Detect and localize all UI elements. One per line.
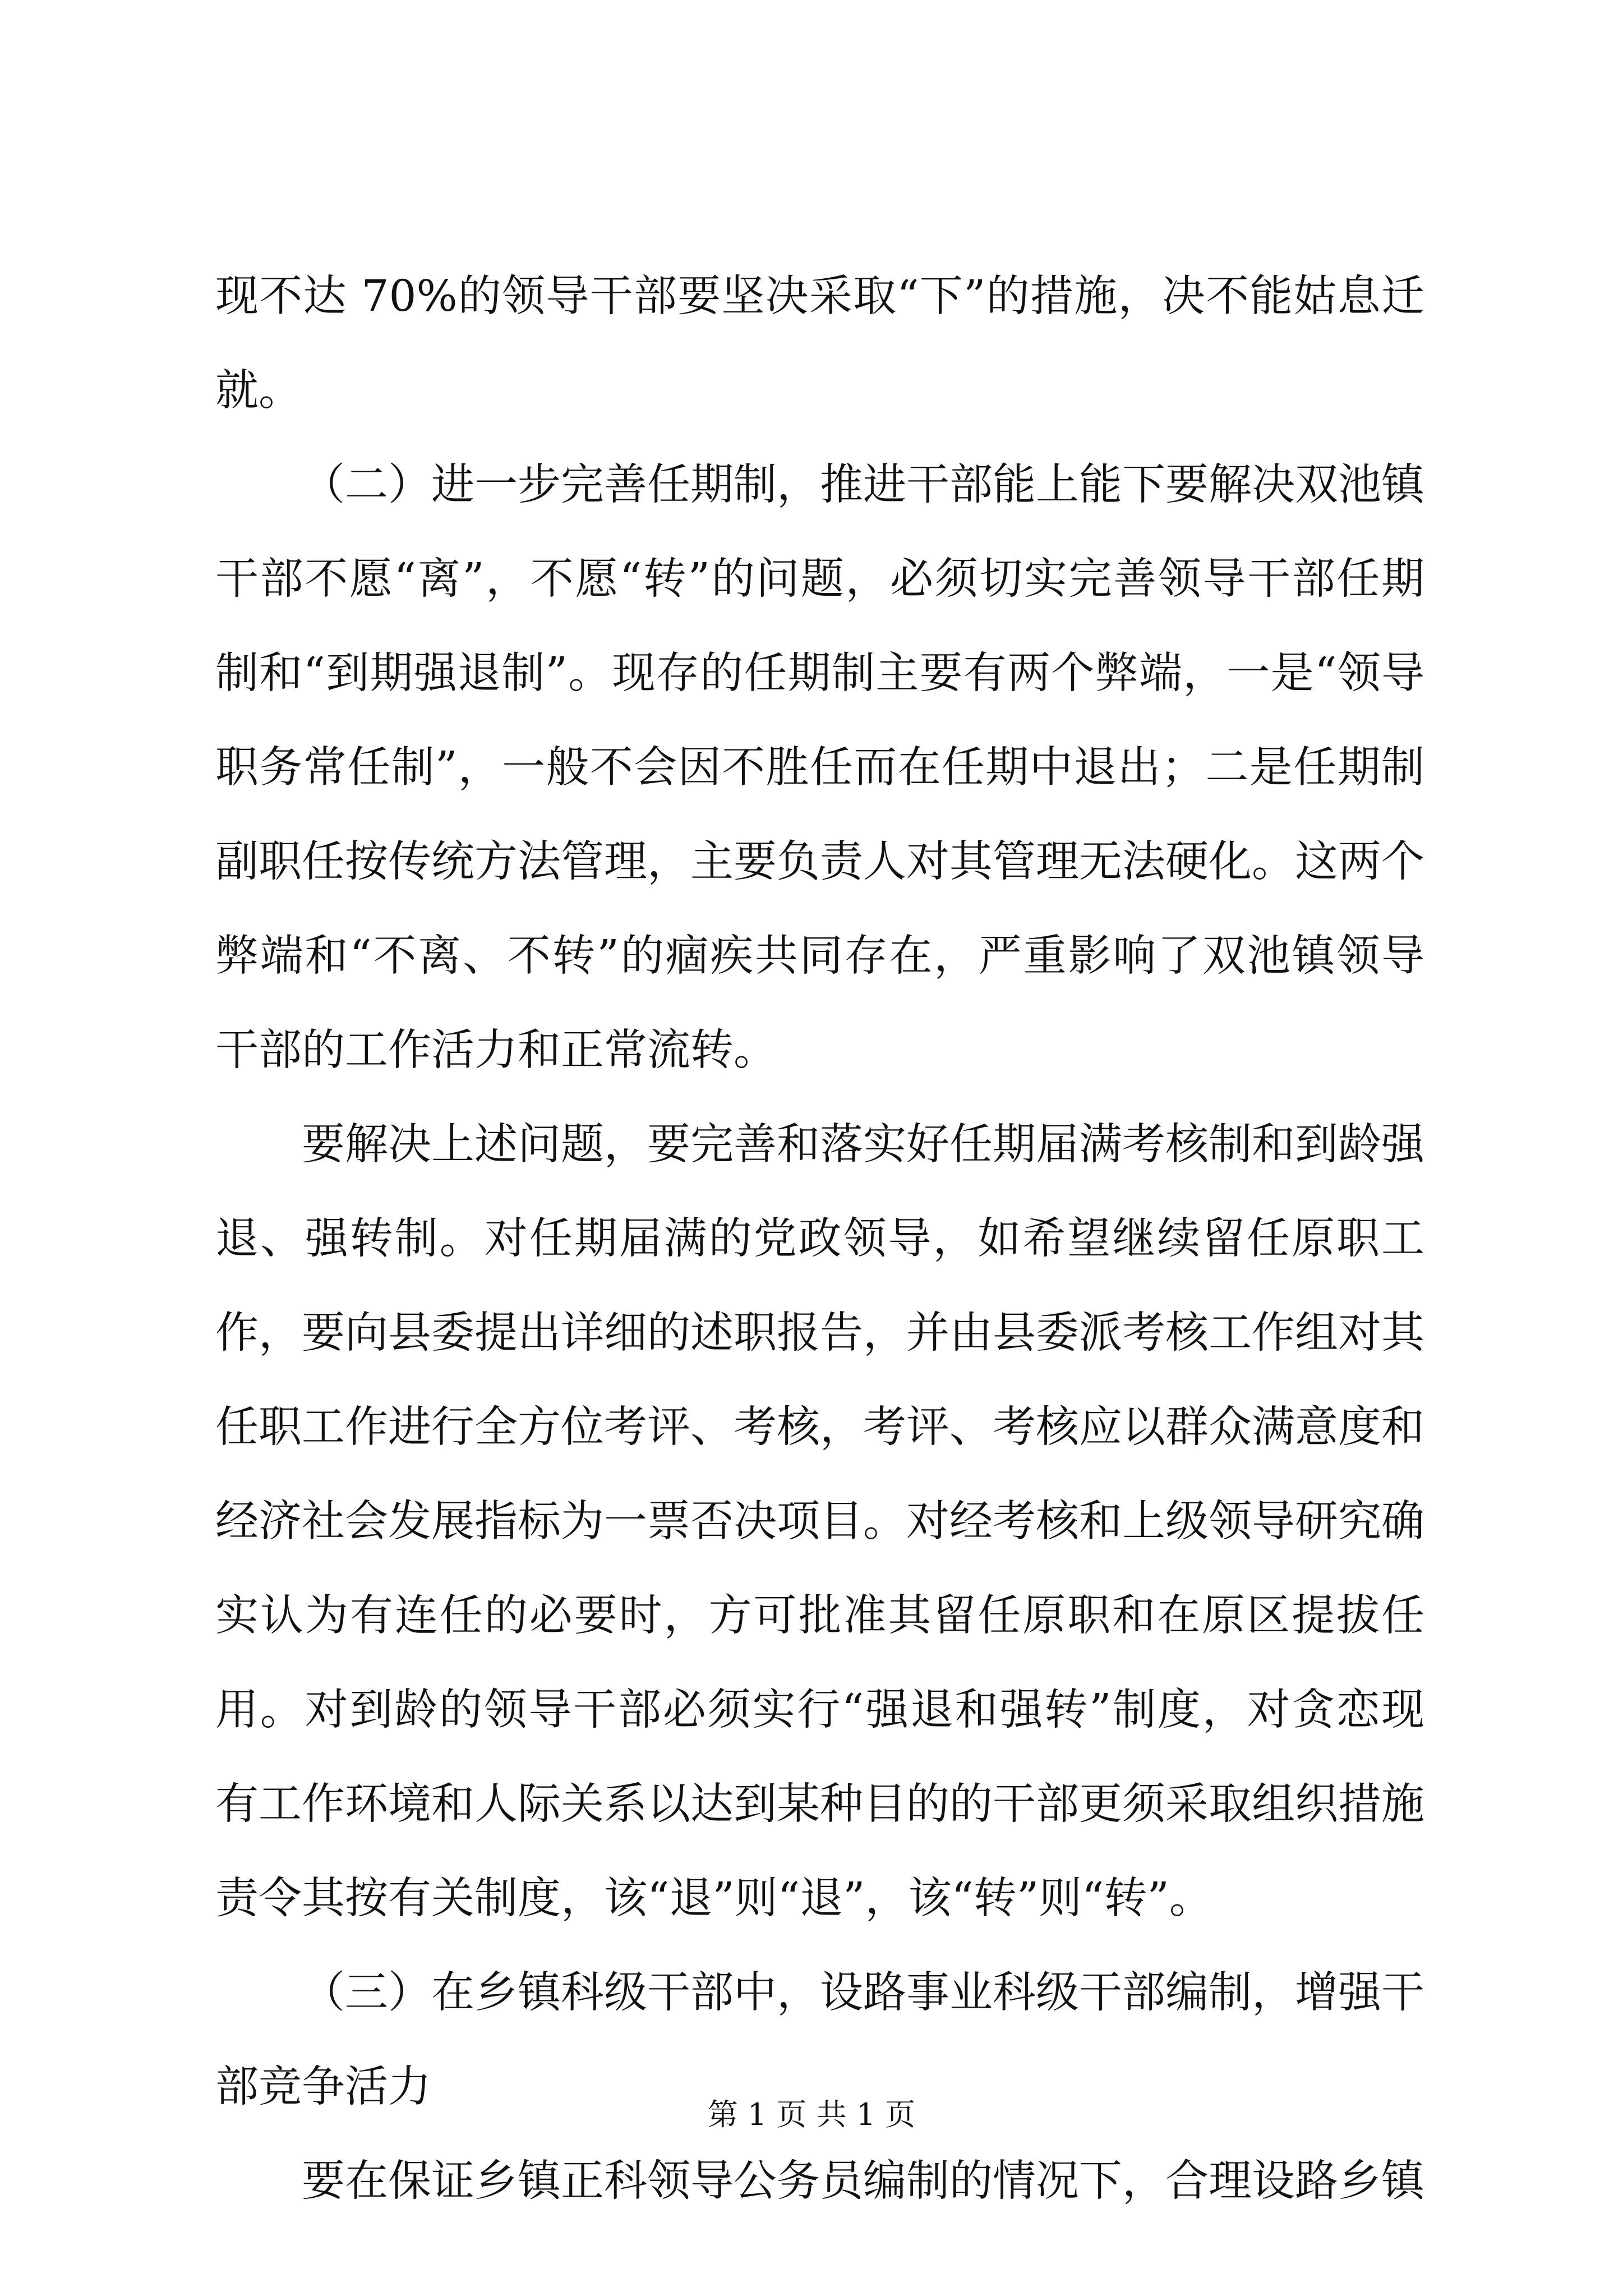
paragraph-section-three-heading: （三）在乡镇科级干部中，设路事业科级干部编制，增强干部竞争活力 — [215, 1968, 1424, 2112]
page-number-footer: 第 1 页 共 1 页 — [707, 2097, 916, 2132]
paragraph-solution: 要解决上述问题，要完善和落实好任期届满考核制和到龄强退、强转制。对任期届满的党政领导，如希望继续留任原职工作，要向县委提出详细的述职报告，并由县委派考核工作组对其任职工作进行全方位考评、考核，考评、考核应以群众满意度和经济社会发展指标为一票否决项目。对经考核和上级领导研究确实认为有连任的必要时，方可批准其留任原职和在原区提拔任用。对到龄的领导干部必须实行“强退和强转”制度，对贪恋现有工作环境和人际关系以达到某种目的的干部更须采取组织措施责令其按有关制度，该“退”则“退”，该“转”则“转”。 — [215, 1120, 1424, 1924]
document-body — [215, 250, 1424, 2229]
paragraph-section-two-heading: （二）进一步完善任期制，推进干部能上能下要解决双池镇干部不愿“离”，不愿“转”的问题，必须切实完善领导干部任期制和“到期强退制”。现存的任期制主要有两个弊端，一是“领导职务常任制”，一般不会因不胜任而在任期中退出；二是任期制副职任按传统方法管理，主要负责人对其管理无法硬化。这两个弊端和“不离、不转”的痼疾共同存在，严重影响了双池镇领导干部的工作活力和正常流转。 — [215, 460, 1424, 1075]
paragraph-continuation: 现不达 70%的领导干部要坚决采取“下”的措施，决不能姑息迁就。 — [215, 272, 1424, 416]
paragraph-section-three-body: 要在保证乡镇正科领导公务员编制的情况下，合理设路乡镇 — [302, 2156, 1424, 2206]
